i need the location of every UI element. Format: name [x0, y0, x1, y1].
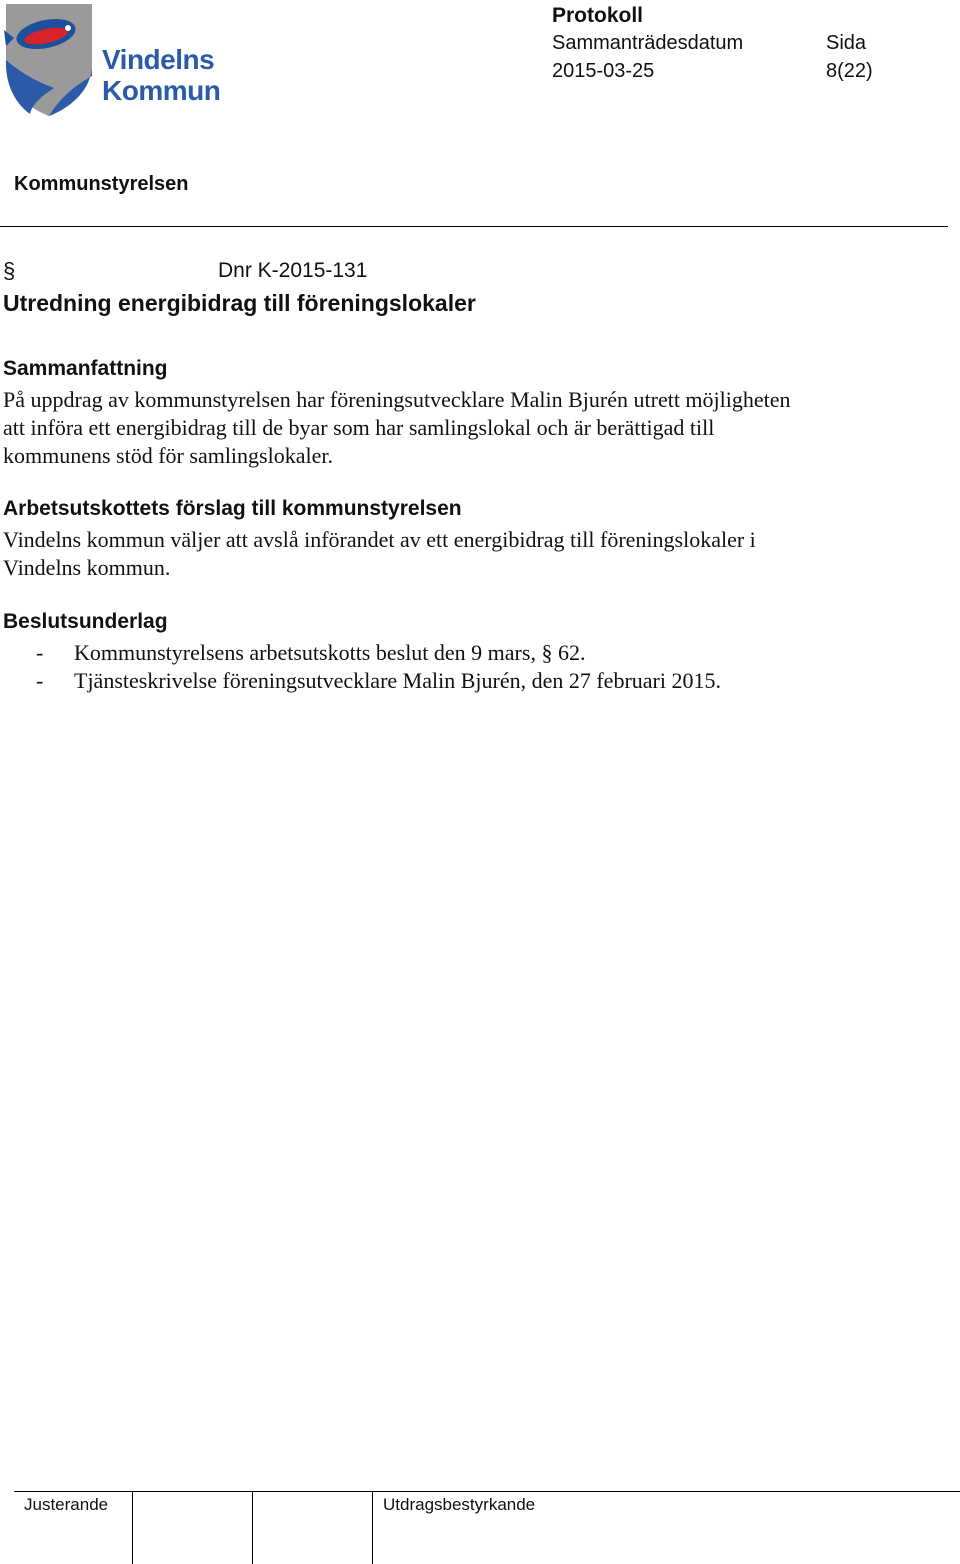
list-item	[36, 667, 816, 695]
logo-emblem-icon	[2, 0, 98, 118]
logo-line-1: Vindelns	[102, 44, 215, 75]
vindeln-logo	[2, 0, 242, 118]
footer-cell-divider	[252, 1491, 253, 1564]
page-title: Utredning energibidrag till föreningslokaler	[3, 290, 476, 316]
justerande-label: Justerande	[24, 1495, 109, 1514]
organisation-body: Kommunstyrelsen	[14, 173, 189, 195]
meeting-date: 2015-03-25	[552, 60, 655, 82]
diary-number: Dnr K-2015-131	[218, 259, 368, 282]
list-item-text: Tjänsteskrivelse föreningsutvecklare Malin Bjurén, den 27 februari 2015.	[74, 668, 721, 693]
logo-wordmark	[102, 44, 220, 106]
list-dash: -	[36, 640, 44, 665]
page-label: Sida	[826, 32, 867, 54]
proposal-heading: Arbetsutskottets förslag till kommunstyrelsen	[3, 497, 462, 520]
proposal-text: Vindelns kommun väljer att avslå införandet av ett energibidrag till föreningslokaler i Vindelns kommun.	[3, 527, 756, 580]
decision-basis-list	[36, 639, 816, 695]
paragraph-sign: §	[3, 258, 16, 283]
signature-footer	[14, 1491, 960, 1564]
footer-top-rule	[14, 1491, 960, 1492]
summary-heading: Sammanfattning	[3, 357, 168, 380]
meeting-date-label: Sammanträdesdatum	[552, 32, 744, 54]
document-type: Protokoll	[552, 4, 644, 27]
list-dash: -	[36, 668, 44, 693]
page-number: 8(22)	[826, 60, 873, 82]
list-item	[36, 639, 816, 667]
footer-cell-divider	[372, 1491, 373, 1564]
list-item-text: Kommunstyrelsens arbetsutskotts beslut den 9 mars, § 62.	[74, 640, 586, 665]
summary-text: På uppdrag av kommunstyrelsen har föreningsutvecklare Malin Bjurén utrett möjligheten att införa ett energibidrag till de byar som har samlingslokal och är berättigad till kommunens stöd för samlingslokaler.	[3, 387, 791, 468]
utdragsbestyrkande-label: Utdragsbestyrkande	[383, 1495, 536, 1514]
decision-basis-heading: Beslutsunderlag	[3, 610, 168, 633]
header-divider	[0, 226, 948, 227]
footer-cell-divider	[132, 1491, 133, 1564]
logo-line-2: Kommun	[102, 75, 221, 106]
